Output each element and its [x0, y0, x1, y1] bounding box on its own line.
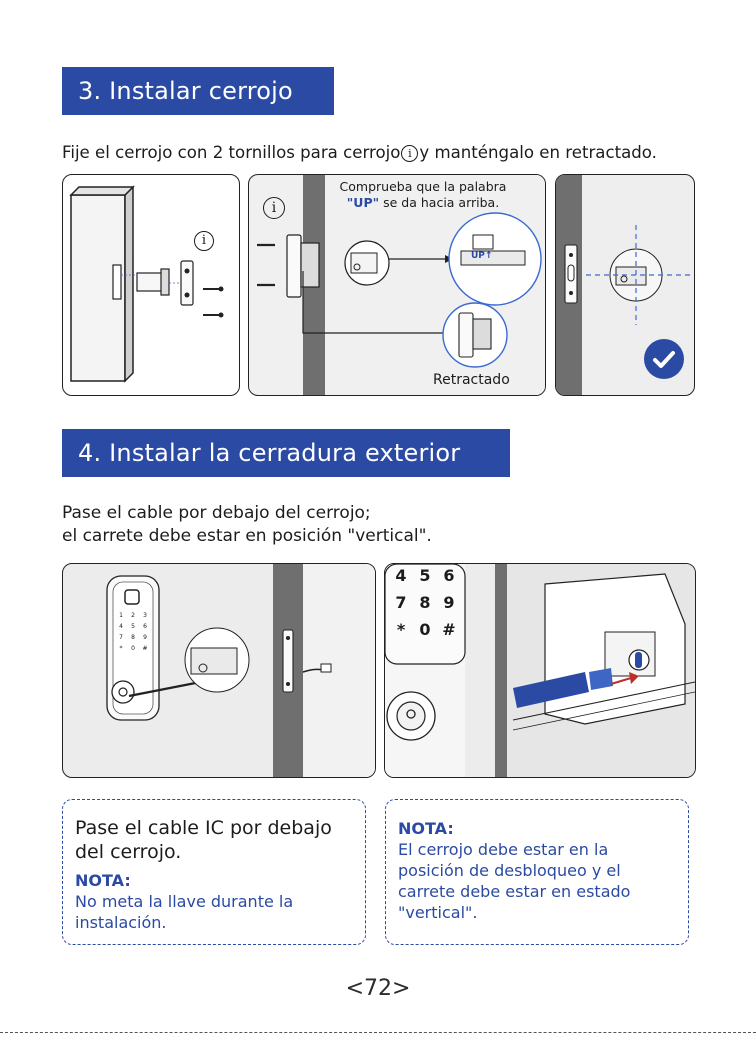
note-box-left — [62, 799, 366, 945]
section-4-heading: 4. Instalar la cerradura exterior — [62, 429, 510, 477]
exterior-lock-illustration — [63, 564, 375, 777]
info-circle-icon: i — [263, 197, 285, 219]
note-left-text-2: instalación. — [75, 913, 167, 932]
keypad-large — [389, 566, 461, 639]
keypad-key: 5 — [131, 623, 135, 630]
section-3-heading: 3. Instalar cerrojo — [62, 67, 334, 115]
note-right-line-2: posición de desbloqueo y el — [398, 861, 621, 880]
keypad-key: 0 — [419, 620, 431, 639]
section-4-instruction-line-2: el carrete debe estar en posición "vertical". — [62, 526, 432, 546]
panel-exterior-lock-cable — [62, 563, 376, 778]
page-number: <72> — [345, 976, 411, 1001]
keypad-key: 0 — [131, 645, 135, 652]
note-left-title: NOTA: — [75, 871, 131, 890]
keypad-key: 2 — [131, 612, 135, 619]
keypad-key: 4 — [395, 566, 407, 585]
keypad-key: 1 — [119, 612, 123, 619]
note-left-line-1: Pase el cable IC por debajo — [75, 817, 332, 839]
note-right-line-1: El cerrojo debe estar en la — [398, 840, 609, 859]
note-right-content — [398, 818, 682, 923]
check-mark-icon — [644, 339, 684, 379]
keypad-key: 6 — [143, 623, 147, 630]
keypad-key: 9 — [443, 593, 455, 612]
keypad-key: 4 — [119, 623, 123, 630]
keypad-key: 7 — [395, 593, 407, 612]
info-circle-icon: i — [194, 231, 214, 251]
panel-alignment-check — [555, 174, 695, 396]
panel-install-deadbolt — [62, 174, 240, 396]
note-right-title: NOTA: — [398, 819, 454, 838]
keypad-key: 9 — [143, 634, 147, 641]
up-check-caption — [325, 179, 521, 211]
info-circle-icon: i — [401, 145, 418, 162]
deadbolt-exploded-illustration — [63, 175, 239, 395]
note-left-text-1: No meta la llave durante la — [75, 892, 294, 911]
keypad-key: 8 — [131, 634, 135, 641]
section-4-instruction-line-1: Pase el cable por debajo del cerrojo; — [62, 503, 371, 523]
keypad-key: 7 — [119, 634, 123, 641]
note-left-line-2: del cerrojo. — [75, 841, 182, 863]
instruction-before: Fije el cerrojo con 2 tornillos para cerrojo — [62, 143, 401, 162]
caption-up: "UP" — [346, 195, 380, 210]
caption-line-2 — [325, 195, 521, 211]
note-right-line-3: carrete debe estar en estado — [398, 882, 631, 901]
keypad-key: * — [119, 645, 123, 652]
footer-dashed-line — [0, 1032, 756, 1033]
keypad-key: 6 — [443, 566, 455, 585]
keypad-key: 8 — [419, 593, 431, 612]
instruction-after: y manténgalo en retractado. — [419, 143, 657, 162]
keypad-key: 5 — [419, 566, 431, 585]
section-3-instruction — [62, 141, 752, 165]
panel-up-orientation — [248, 174, 546, 396]
up-marker: UP↑ — [471, 251, 493, 261]
keypad-key: * — [396, 620, 406, 639]
note-left-content — [75, 816, 359, 933]
keypad-key: 3 — [143, 612, 147, 619]
keypad-key: # — [442, 620, 456, 639]
check-circle-icon — [644, 339, 684, 379]
panel-cable-under-bolt — [384, 563, 696, 778]
caption-rest: se da hacia arriba. — [379, 195, 500, 210]
caption-line-1: Comprueba que la palabra — [339, 179, 507, 194]
note-box-right — [385, 799, 689, 945]
retracted-label: Retractado — [433, 372, 510, 388]
note-right-line-4: "vertical". — [398, 903, 478, 922]
keypad-key: # — [142, 645, 148, 652]
keypad-small — [115, 612, 151, 652]
